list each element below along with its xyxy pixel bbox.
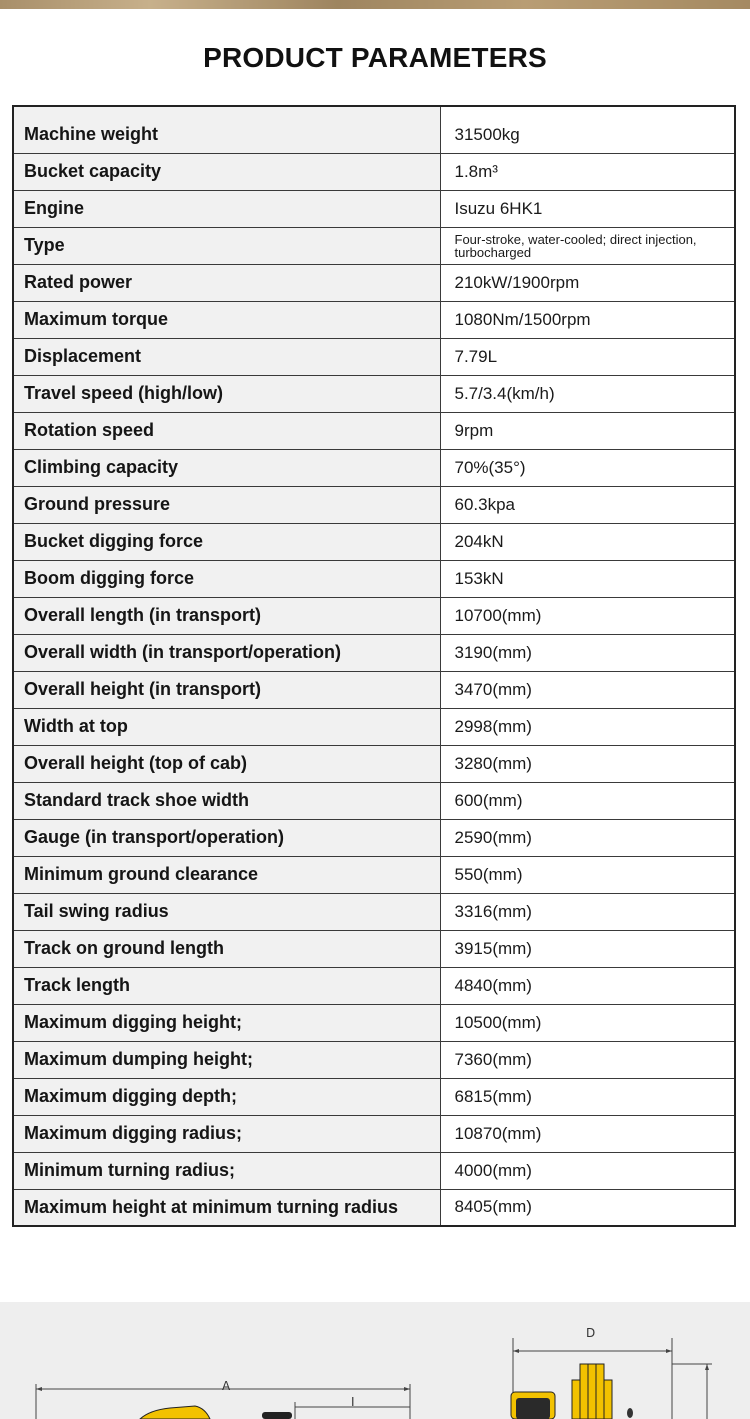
spec-value: 70%(35°) (440, 449, 735, 486)
spec-value: 9rpm (440, 412, 735, 449)
spec-value: 10700(mm) (440, 597, 735, 634)
spec-row (13, 708, 735, 745)
spec-label: Track length (13, 967, 440, 1004)
spec-label: Engine (13, 190, 440, 227)
header-photo-strip (0, 0, 750, 9)
spec-label: Travel speed (high/low) (13, 375, 440, 412)
spec-row (13, 856, 735, 893)
spec-row (13, 671, 735, 708)
spec-row (13, 967, 735, 1004)
spec-row (13, 153, 735, 190)
spec-value: Four-stroke, water-cooled; direct injection, turbocharged (440, 227, 735, 264)
spec-label: Standard track shoe width (13, 782, 440, 819)
spec-label: Ground pressure (13, 486, 440, 523)
spec-row (13, 412, 735, 449)
spec-value: 4840(mm) (440, 967, 735, 1004)
spec-row (13, 634, 735, 671)
page-title: PRODUCT PARAMETERS (203, 42, 547, 73)
spec-label: Maximum dumping height; (13, 1041, 440, 1078)
spec-row (13, 449, 735, 486)
spec-value: 3190(mm) (440, 634, 735, 671)
spec-label: Rotation speed (13, 412, 440, 449)
spec-value: Isuzu 6HK1 (440, 190, 735, 227)
spec-row (13, 486, 735, 523)
spec-value: 3470(mm) (440, 671, 735, 708)
spec-value: 550(mm) (440, 856, 735, 893)
dimension-label-a: A (222, 1379, 231, 1393)
spec-value: 60.3kpa (440, 486, 735, 523)
spec-label: Rated power (13, 264, 440, 301)
spec-value: 3915(mm) (440, 930, 735, 967)
spec-table (12, 105, 736, 1227)
spec-row (13, 782, 735, 819)
spec-label: Displacement (13, 338, 440, 375)
spec-row (13, 560, 735, 597)
spec-label: Boom digging force (13, 560, 440, 597)
spec-row (13, 893, 735, 930)
spec-row (13, 930, 735, 967)
spec-label: Overall width (in transport/operation) (13, 634, 440, 671)
spec-row (13, 1189, 735, 1226)
spec-row (13, 597, 735, 634)
spec-row (13, 1004, 735, 1041)
spec-label: Overall height (in transport) (13, 671, 440, 708)
spec-row (13, 227, 735, 264)
spec-value: 2590(mm) (440, 819, 735, 856)
spec-value: 204kN (440, 523, 735, 560)
spec-value: 4000(mm) (440, 1152, 735, 1189)
spec-value: 6815(mm) (440, 1078, 735, 1115)
spec-value: 600(mm) (440, 782, 735, 819)
spec-row (13, 1152, 735, 1189)
spec-label: Climbing capacity (13, 449, 440, 486)
spec-label: Track on ground length (13, 930, 440, 967)
spec-row (13, 264, 735, 301)
spec-label: Maximum torque (13, 301, 440, 338)
spec-row (13, 190, 735, 227)
spec-value: 153kN (440, 560, 735, 597)
spec-value: 8405(mm) (440, 1189, 735, 1226)
spec-row (13, 106, 735, 153)
spec-label: Tail swing radius (13, 893, 440, 930)
spec-label: Maximum digging height; (13, 1004, 440, 1041)
spec-value: 1080Nm/1500rpm (440, 301, 735, 338)
spec-value: 210kW/1900rpm (440, 264, 735, 301)
spec-label: Maximum height at minimum turning radius (13, 1189, 440, 1226)
spec-row (13, 1078, 735, 1115)
spec-label: Width at top (13, 708, 440, 745)
spec-label: Overall height (top of cab) (13, 745, 440, 782)
spec-row (13, 1115, 735, 1152)
dimension-label-i: I (351, 1395, 355, 1409)
spec-value: 31500kg (440, 106, 735, 153)
spec-label: Minimum ground clearance (13, 856, 440, 893)
spec-row (13, 819, 735, 856)
dimension-label-d: D (586, 1326, 596, 1340)
spec-label: Gauge (in transport/operation) (13, 819, 440, 856)
spec-label: Maximum digging depth; (13, 1078, 440, 1115)
spec-value: 3280(mm) (440, 745, 735, 782)
spec-label: Type (13, 227, 440, 264)
spec-value: 5.7/3.4(km/h) (440, 375, 735, 412)
spec-row (13, 745, 735, 782)
spec-value: 1.8m³ (440, 153, 735, 190)
spec-row (13, 338, 735, 375)
spec-value: 7.79L (440, 338, 735, 375)
spec-label: Maximum digging radius; (13, 1115, 440, 1152)
excavator-drawing (0, 1302, 750, 1419)
spec-label: Bucket capacity (13, 153, 440, 190)
dimension-diagram (0, 1302, 750, 1419)
spec-label: Overall length (in transport) (13, 597, 440, 634)
spec-value: 3316(mm) (440, 893, 735, 930)
spec-label: Minimum turning radius; (13, 1152, 440, 1189)
spec-label: Machine weight (13, 106, 440, 153)
spec-label: Bucket digging force (13, 523, 440, 560)
spec-value: 10870(mm) (440, 1115, 735, 1152)
spec-value: 10500(mm) (440, 1004, 735, 1041)
spec-value: 7360(mm) (440, 1041, 735, 1078)
spec-row (13, 523, 735, 560)
spec-row (13, 1041, 735, 1078)
spec-value: 2998(mm) (440, 708, 735, 745)
spec-row (13, 301, 735, 338)
spec-row (13, 375, 735, 412)
